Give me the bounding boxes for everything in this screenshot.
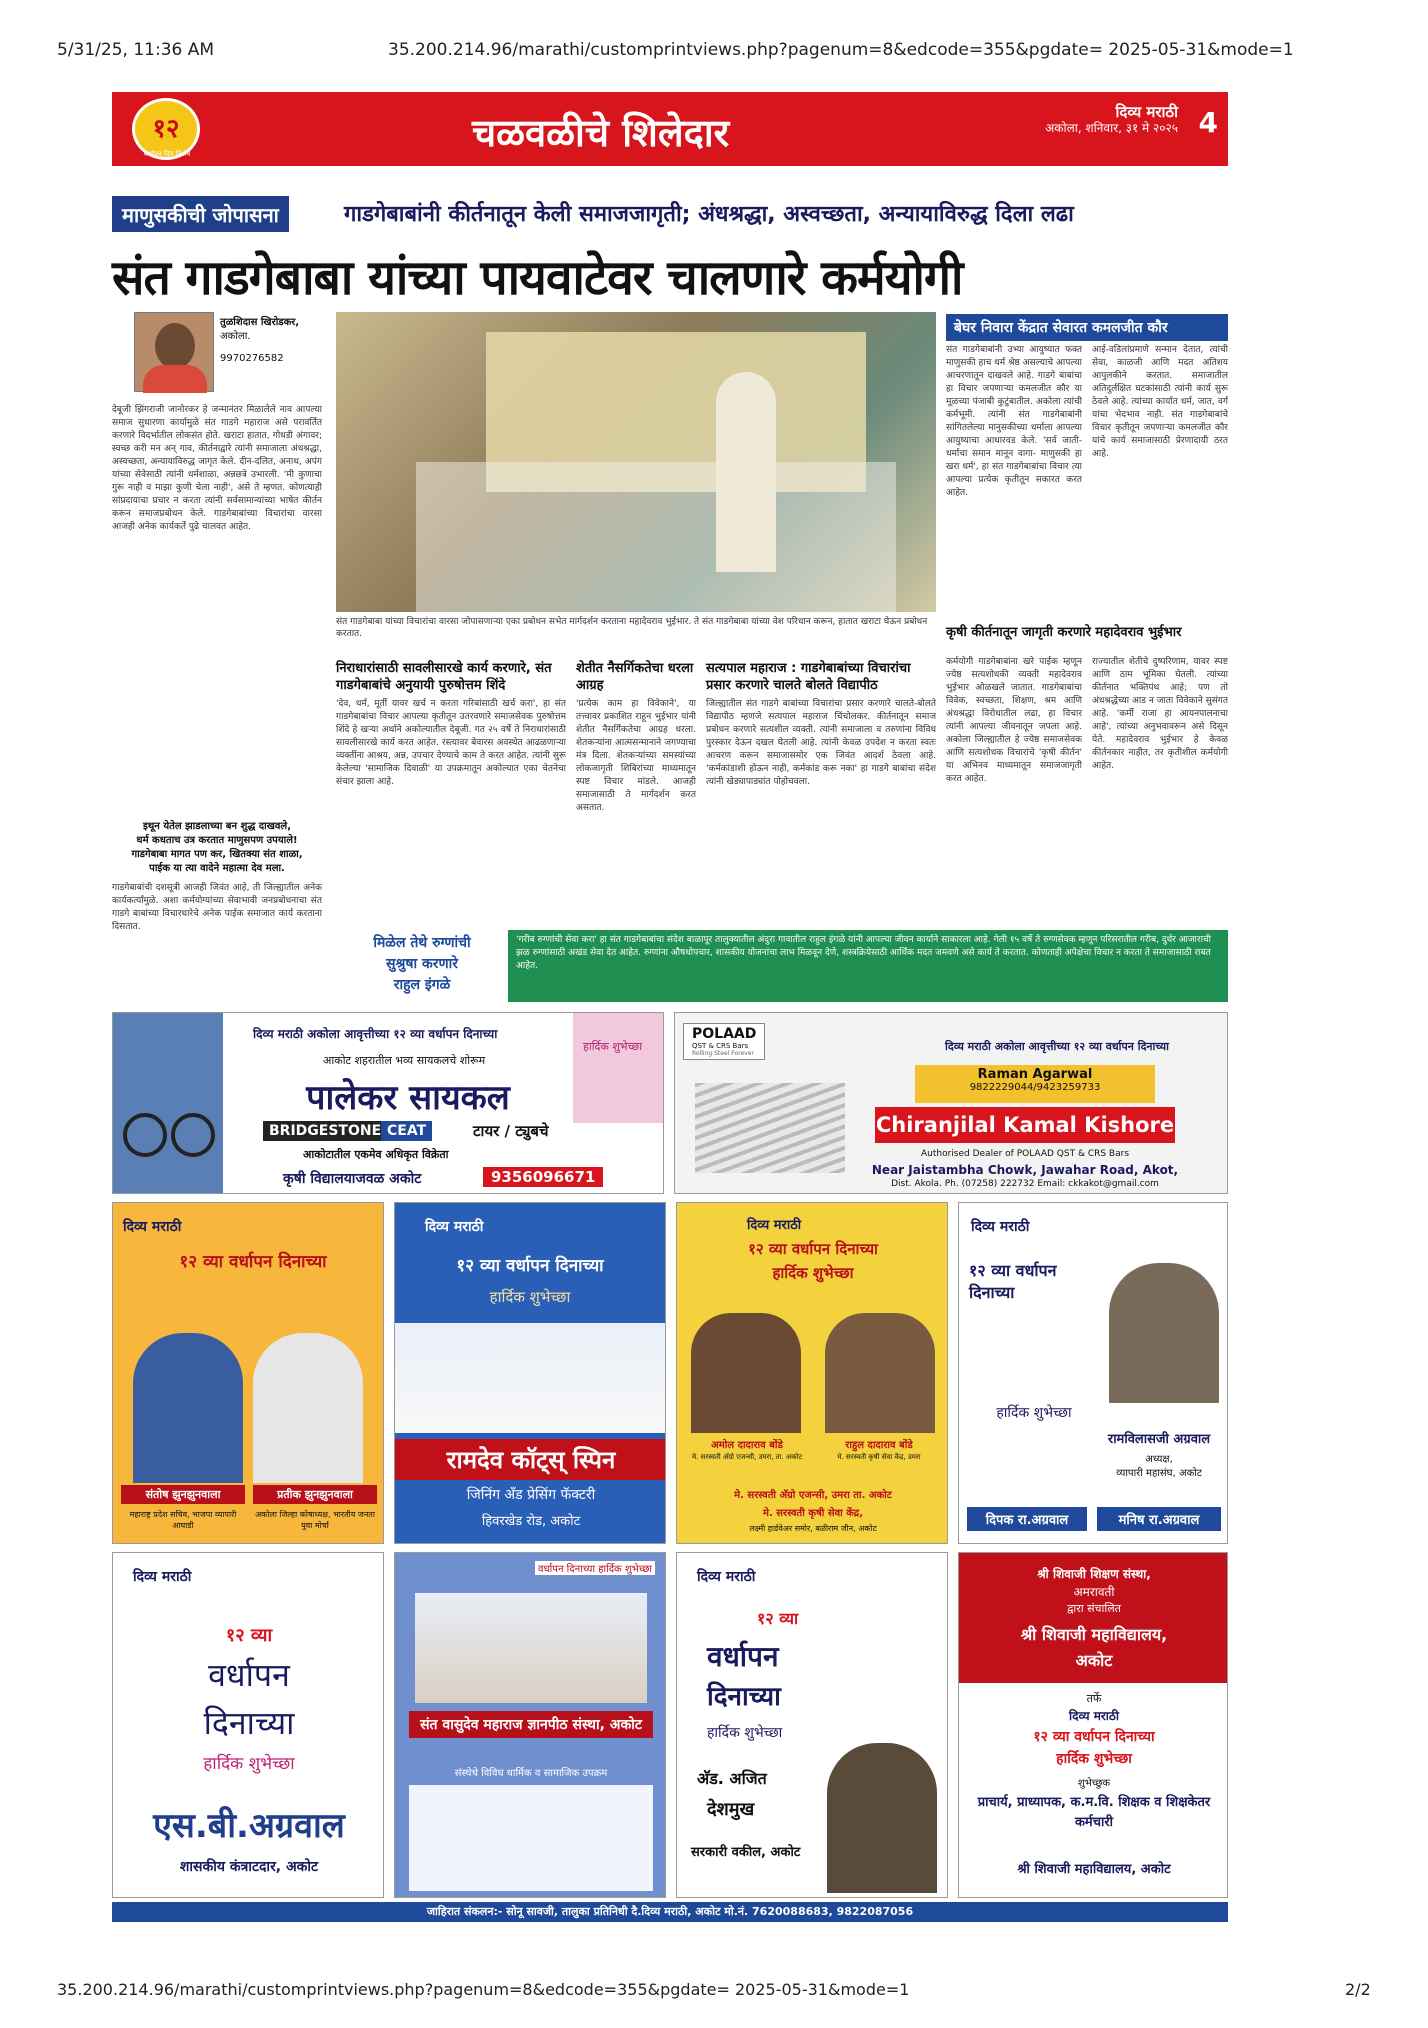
line3: दिनाच्या (203, 1704, 295, 1742)
article-headline: संत गाडगेबाबा यांच्या पायवाटेवर चालणारे कर्मयोगी (112, 250, 963, 306)
person1-role: महाराष्ट्र प्रदेश सचिव, भाजपा व्यापारी आघाडी (129, 1510, 237, 1530)
org-line1: श्री शिवाजी शिक्षण संस्था, (1037, 1567, 1151, 1581)
ramdev-sub: जिनिंग अँड प्रेसिंग फॅक्टरी (466, 1487, 596, 1503)
name1: अ‍ॅड. अजित (697, 1769, 767, 1788)
paper-line: दिव्य मराठी (697, 1569, 756, 1585)
sign-line: श्री शिवाजी महाविद्यालय, अकोट (1017, 1862, 1171, 1877)
polaad-logo-text: POLAAD (692, 1026, 757, 1042)
anniv-line: दिव्य मराठी अकोला आवृत्तीच्या १२ व्या वर्धापन दिनाच्या (253, 1027, 498, 1041)
paper-line: दिव्य मराठी (133, 1569, 192, 1585)
anniv-line: १२ व्या वर्धापन दिनाच्या (748, 1240, 878, 1258)
anniversary-logo-sub: वर्धापन दिन विशेष (143, 150, 191, 158)
quote-line: गाडगेबाबा मागत पण कर, खितक्या संत शाळा, (131, 849, 303, 860)
mid2-text: 'प्रत्येक काम हा विवेकाने', या तत्त्वावर प्रकाशित राहून भुईभार यांनी शेतीत नैसर्गिकतेचा आग्रह धरला. शेतकऱ्यांना आत्मसन्मानाने जगण्याचा मंत्र दिला. शेतकऱ्यांच्या समस्यांच्या लोकजागृती शिबिरांच्या माध्यमातून स्पष्ट विचार मांडले. आजही समाजासाठी ते मार्गदर्शन करत असतात. (576, 699, 696, 813)
name2: देशमुख (707, 1799, 755, 1820)
person2-name: राहुल दादाराव बोंडे (845, 1440, 913, 1451)
green-box-label (336, 930, 508, 1002)
quote-line: पाईक या त्या वादेने महात्मा देव मला. (149, 863, 285, 874)
wish-line: हार्दिक शुभेच्छा (772, 1264, 854, 1282)
label-line: राहुल इंगळे (393, 977, 451, 993)
polaad-contact (915, 1065, 1155, 1103)
anniv-line: १२ व्या वर्धापन दिनाच्या (456, 1256, 604, 1276)
activities-list (409, 1785, 653, 1891)
polaad-dealer-line: Authorised Dealer of POLAAD QST & CRS Bars (920, 1149, 1130, 1159)
palekar-name: पालेकर सायकल (306, 1078, 510, 1118)
son2-name: मनिष रा.अग्रवाल (1097, 1507, 1221, 1531)
page-number: 4 (1198, 106, 1218, 139)
ad-ramvilas-agrawal (958, 1202, 1228, 1544)
person2-role: अकोला जिल्हा कोषाध्यक्ष, भारतीय जनता युवा मोर्चा (255, 1510, 375, 1530)
edition-line: अकोला, शनिवार, ३१ मे २०२५ (1045, 121, 1178, 135)
article-kicker: गाडगेबाबांनी कीर्तनातून केली समाजजागृती; अंधश्रद्धा, अस्वच्छता, अन्यायाविरुद्ध दिला लढा (344, 202, 1074, 227)
ad-ramdev (394, 1202, 666, 1544)
polaad-logo-sub: QST & CRS Bars (692, 1042, 749, 1050)
person-photo (827, 1743, 937, 1893)
footer-page-count: 2/2 (1345, 1980, 1371, 1999)
staff-line: प्राचार्य, प्राध्यापक, क.म.वि. शिक्षक व शिक्षकेतर कर्मचारी (977, 1795, 1211, 1830)
line1: १२ व्या (225, 1625, 273, 1646)
ad-shivaji-college (958, 1552, 1228, 1898)
org-line2: अमरावती (1073, 1585, 1115, 1599)
ad-jhunjhunwala (112, 1202, 384, 1544)
author-city: अकोला. (220, 331, 251, 342)
deshmukh-role: सरकारी वकील, अकोट (691, 1845, 801, 1860)
steel-bars-image (695, 1083, 845, 1173)
kirtan-heading: कृषी कीर्तनातून जागृती करणारे महादेवराव भुईभार (946, 625, 1182, 640)
person1-name: संतोष झुनझुनवाला (121, 1485, 245, 1504)
person-name: रामविलासजी अग्रवाल (1107, 1432, 1211, 1447)
sidebar-heading: बेघर निवारा केंद्रात सेवारत कमलजीत कौर (946, 314, 1228, 341)
ad-polaad (674, 1012, 1228, 1194)
ramdev-name: रामदेव कॉट्स् स्पिन (395, 1439, 666, 1480)
palekar-tagline: आकोट शहरातील भव्य सायकलचे शोरूम (323, 1054, 486, 1067)
article-column-1: देबूजी झिंगराजी जानोरकर हे जन्मानंतर मिळालेले नाव आपल्या समाज सुधारणा कार्यामुळे संत गाडगे महाराज असे परावर्तित करणारे विदर्भातील लोकसंत होते. खराटा हातात, गोधडी अंगावर; स्वच्छ करी मन अन् गाव, कीर्तनाद्वारे त्यांनी समाजाला अंधश्रद्धा, अस्वच्छता, अन्यायाविरुद्ध जागृत केले. दीन-दलित, अनाथ, अपंग यांच्या सेवेसाठी त्यांनी धर्मशाळा, अन्नछत्रे उभारली. 'मी कुणाचा गुरू नाही व माझा कुणी चेला नाही', असे ते म्हणत. कोणत्याही सांप्रदायाचा प्रचार न करता त्यांनी सर्वसामान्यांच्या भाषेत कीर्तन करून समाजप्रबोधन केले. गाडगेबाबांच्या विचारांचा वारसा आजही अनेक कार्यकर्ते पुढे चालवत आहेत. (112, 405, 322, 532)
mid2-heading: शेतीत नैसर्गिकतेचा धरला आग्रह (576, 661, 694, 693)
polaad-dist: Dist. Akola. Ph. (07258) 222732 Email: ckkakot@gmail.com (891, 1179, 1159, 1189)
person2-photo (825, 1313, 935, 1433)
paper-line: दिव्य मराठी (1069, 1709, 1119, 1723)
brand-ceat: CEAT (381, 1121, 432, 1141)
anniv-line: १२ व्या वर्धापन दिनाच्या (179, 1252, 327, 1272)
author-phone: 9970276582 (220, 353, 284, 364)
shop1: मे. सरस्वती अ‍ॅग्रो एजन्सी, उमरा ता. अकोट (734, 1490, 892, 1501)
person-role2: व्यापारी महासंघ, अकोट (1116, 1468, 1202, 1479)
vasudev-top: वर्धापन दिनाच्या हार्दिक शुभेच्छा (535, 1561, 655, 1575)
line2: वर्धापन (707, 1640, 779, 1673)
paper-name: दिव्य मराठी (1115, 103, 1178, 121)
contact-phone: 9822229044/9423259733 (969, 1082, 1101, 1093)
tyre-line: टायर / ट्युबचे (473, 1122, 549, 1140)
palekar-phone: 9356096671 (483, 1167, 603, 1187)
wish-line: हार्दिक शुभेच्छा (489, 1288, 571, 1306)
author-photo (134, 312, 214, 392)
temple-image (415, 1593, 647, 1703)
paper-line: दिव्य मराठी (747, 1218, 802, 1233)
person1-name: अमोल दादाराव बोंडे (711, 1440, 783, 1451)
print-url[interactable]: 35.200.214.96/marathi/customprintviews.php?pagenum=8&edcode=355&pgdate= 2025-05-31&mode=1 (388, 40, 1294, 60)
son1-name: दिपक रा.अग्रवाल (967, 1507, 1087, 1531)
line3: दिनाच्या (707, 1682, 781, 1712)
mid3-text: जिल्ह्यातील संत गाडगे बाबांच्या विचारांचा प्रसार करणारे चालते-बोलते विद्यापीठ म्हणजे सत्यपाल महाराज चिंचोलकर. कीर्तनातून समाज प्रबोधन करणारे सत्यशील व्यक्ती. त्यांनी समाजाला व तरुणांना विविध पुरस्कार देऊन दखल घेतली आहे. त्यांनी केवळ उपदेश न करता स्वतः आचरण करून समाजासमोर एक जिवंत आदर्श ठेवला आहे. 'कर्मकांडाशी होऊन नाही, कर्मकांड करू नका' हा गाडगे बाबांचा संदेश त्यांनी खेड्यापाड्यांत पोहोचवला. (706, 699, 936, 787)
ad-deshmukh (676, 1552, 948, 1898)
from-line: तर्फे (1086, 1692, 1102, 1705)
palekar-address: कृषी विद्यालयाजवळ अकोट (283, 1171, 422, 1187)
college-city: अकोट (1075, 1651, 1113, 1670)
ramdev-address: हिवरखेड रोड, अकोट (481, 1514, 581, 1529)
article-column-1-tail: गाडगेबाबांची दशसूत्री आजही जिवंत आहे, ती जिल्ह्यातील अनेक कार्यकर्त्यांमुळे. अशा कर्मयोग्यांच्या सेवाभावी जनप्रबोधनाचा संत गाडगे बाबांच्या विचारधारेचे अनेक पाईक समाजात कार्य करताना दिसतात. (112, 883, 322, 932)
person2-name: प्रतीक झुनझुनवाला (253, 1485, 377, 1504)
ad-bonde (676, 1202, 948, 1544)
greeting-graphic (573, 1013, 664, 1123)
print-datetime: 5/31/25, 11:36 AM (57, 40, 215, 60)
kirtan-text-b: राज्यातील शेतीचे दुष्परिणाम, यावर स्पष्ट आणि ठाम भूमिका घेतली. त्यांच्या कीर्तनात भक्तिपंथ आहे; पण तो अंधश्रद्धेच्या आड न जाता विवेकाने सुसंगत आहे. 'कर्मी राजा हा आयनपालनाचा आहे', त्यांच्या अनुभवावरून असे दिसून येते. महादेवराव भुईभार हे केवळ कीर्तनकार नाहीत, तर कृतीशील कर्मयोगी आहेत. (1092, 657, 1228, 771)
page-banner (112, 92, 1228, 166)
sb-agrawal-role: शासकीय कंत्राटदार, अकोट (179, 1859, 319, 1875)
org-line3: द्वारा संचालित (1067, 1602, 1121, 1615)
shop2-address: लक्ष्मी हार्डवेअर समोर, बळीराम जीन, अकोट (749, 1524, 877, 1533)
sidebar-text-a: संत गाडगेबाबांनी उभ्या आयुष्यात फक्त माणुसकी हाच धर्म श्रेष्ठ असल्याचे आपल्या आचरणातून दाखवले आहे. गाडगे बाबांचा हा विचार जपणाऱ्या कमलजीत कौर या मूळच्या पंजाबी कुटुंबातील. अकोला त्यांची कर्मभूमी. त्यांनी संत गाडगेबाबांनी सांगितलेल्या मानुसकीच्या धर्माला आपल्या आयुष्याचा आधारवड केले. 'सर्व जाती-धर्माचा समान मानून वागा- माणुसकी हा खरा धर्म', हा संत गाडगेबाबांचा विचार त्या आपल्या प्रत्येक कृतीतून सकारत करत आहेत. (946, 345, 1082, 498)
green-box-text: 'गरीब रुग्णांची सेवा करा' हा संत गाडगेबाबांचा संदेश बाळापूर तालुक्यातील अंदुरा गावातील राहुल इंगळे यांनी आपल्या जीवन कार्याने साकारला आहे. गेली १५ वर्षे ते रुग्णसेवक म्हणून परिसरातील गरीब, दुर्धर आजाराची झळ रुग्णांसाठी अखंड सेवा देत आहेत. रुग्णांना औषधोपचार, शासकीय योजनांचा लाभ मिळवून देणे, शस्त्रक्रियेसाठी आर्थिक मदत जमवणे असे कार्य ते करतात. कोणताही अपेक्षेचा विचार न करता ते समाजासाठी राबत आहेत. (516, 935, 1211, 971)
mid1-heading: निराधारांसाठी सावलीसारखे कार्य करणारे, संत गाडगेबाबांचे अनुयायी पुरुषोत्तम शिंदे (336, 661, 552, 693)
ad-vasudev-maharaj (394, 1552, 666, 1898)
greeting-text: हार्दिक शुभेच्छा (583, 1040, 643, 1053)
paper-line: दिव्य मराठी (123, 1219, 182, 1235)
wish-line: हार्दिक शुभेच्छा (996, 1405, 1072, 1421)
section-tag: माणुसकीची जोपासना (112, 196, 289, 232)
contact-name: Raman Agarwal (977, 1067, 1093, 1082)
polaad-anniv: दिव्य मराठी अकोला आवृत्तीच्या १२ व्या वर्धापन दिनाच्या (945, 1040, 1169, 1053)
label-line: मिळेल तेथे रुग्णांची (373, 935, 471, 951)
polaad-company: Chiranjilal Kamal Kishore (875, 1107, 1175, 1143)
sidebar-text-b: आई-वडिलांप्रमाणे सन्मान देतात, त्यांची सेवा, काळजी आणि मदत अतिशय आपुलकीने करतात. समाजातील अतिदुर्लक्षित घटकांसाठी त्यांनी कार्य सुरू ठेवले आहे. त्यांच्या कार्यात धर्म, जात, वर्ग यांचा भेदभाव नाही. संत गाडगेबाबांचे विचार कृतीतून जपणाऱ्या कमलजीत कौर यांचे कार्य समाजासाठी प्रेरणादायी ठरत आहे. (1092, 345, 1228, 459)
wish-line: हार्दिक शुभेच्छा (707, 1725, 783, 1741)
quote-line: इथून येतेल झाडलाच्या बन शुद्ध दाखवले, (142, 821, 292, 832)
polaad-logo (683, 1023, 765, 1060)
article-quote (112, 820, 322, 876)
author-info (220, 316, 299, 366)
vasudev-name: संत वासुदेव महाराज ज्ञानपीठ संस्था, अकोट (409, 1711, 653, 1738)
anniversary-logo: १२ (132, 98, 200, 160)
banner-masthead (1045, 104, 1178, 136)
college-name: श्री शिवाजी महाविद्यालय, (1020, 1625, 1168, 1644)
shop2: मे. सरस्वती कृषी सेवा केंद्र, (762, 1508, 864, 1519)
cycle-image (113, 1013, 223, 1194)
photo-caption: संत गाडगेबाबा यांच्या विचारांचा वारसा जोपासणाऱ्या एका प्रबोधन सभेत मार्गदर्शन करताना महादेवराव भुईभार. ते संत गाडगेबाबा यांच्या वेश परिधान करून, हातात खराटा घेऊन प्रबोधन करतात. (336, 617, 928, 639)
cotton-image (395, 1323, 666, 1433)
person1-role: मे. सरस्वती अ‍ॅग्रो एजन्सी, उमरा, ता. अकोट (692, 1453, 802, 1461)
label-line: सुश्रुषा करणारे (386, 956, 458, 972)
ad-sb-agrawal (112, 1552, 384, 1898)
banner-title: चळवळीचे शिलेदार (472, 111, 730, 155)
anniv-line: १२ व्या वर्धापन दिनाच्या (969, 1261, 1057, 1302)
quote-line: धर्म कधताच उत्र करतात माणुसपण उपयाले! (136, 835, 298, 846)
anniv-line: १२ व्या वर्धापन दिनाच्या (1033, 1729, 1155, 1745)
kirtan-text-a: कर्मयोगी गाडगेबाबांना खरे पाईक म्हणून ज्येष्ठ सत्यशोधकी व्यक्ती महादेवराव भुईभार ओळखले जातात. गाडगेबाबांचा विवेक, स्वच्छता, शिक्षण, श्रम आणि अंधश्रद्धा विरोधातील लढा, हा विचार त्यांनी आपल्या जीवनातून जपला आहे. अकोला जिल्ह्यातील हे ज्येष्ठ समाजसेवक आणि सत्यशोधक विचारांचे 'कृषी कीर्तन' या अभिनव माध्यमातून समाजजागृती करत आहेत. (946, 657, 1082, 784)
polaad-tagline: Rolling Steel Forever (692, 1050, 754, 1057)
line2: वर्धापन (208, 1656, 290, 1694)
polaad-address: Near Jaistambha Chowk, Jawahar Road, Akot, (871, 1163, 1179, 1177)
mid1-text: 'देव, धर्म, मूर्ती यावर खर्च न करता गरिबांसाठी खर्च करा', हा संत गाडगेबाबांचा विचार आपल्या कृतीतून उतरवणारे समाजसेवक पुरुषोत्तम शिंदे हे खऱ्या अर्थाने अकोल्यातील देबूजी. गत २५ वर्षे ते निराधारांसाठी सावलीसारखे कार्य करत आहेत. रस्त्यावर बेवारस अवस्थेत आढळणाऱ्या व्यक्तींना आश्रय, अन्न, उपचार देण्याचे काम ते करत आहेत. त्यांनी सुरू केलेल्या 'सामाजिक दिवाळी' या उपक्रमातून अकोल्यात एका चेतनेचा संचार झाला आहे. (336, 699, 566, 787)
wish-from: शुभेच्छुक (1077, 1778, 1111, 1789)
author-name: तुळशिदास खिरोडकर, (220, 317, 300, 328)
wish-line: हार्दिक शुभेच्छा (203, 1754, 295, 1774)
paper-line: दिव्य मराठी (425, 1219, 484, 1235)
main-photo (336, 312, 936, 612)
brand-bridgestone: BRIDGESTONE (263, 1121, 387, 1141)
line1: १२ व्या (757, 1609, 799, 1628)
sb-agrawal-name: एस.बी.अग्रवाल (153, 1806, 345, 1846)
person2-role: मे. सरस्वती कृषी सेवा केंद्र, उमरा (837, 1453, 921, 1461)
person2-photo (253, 1333, 363, 1483)
paper-line: दिव्य मराठी (971, 1219, 1030, 1235)
person-photo (1109, 1263, 1219, 1403)
ad-palekar-cycle (112, 1012, 664, 1194)
person1-photo (133, 1333, 243, 1483)
rahul-ingle-box (336, 930, 1228, 1002)
person1-photo (691, 1313, 801, 1433)
vasudev-sub: संस्थेचे विविध धार्मिक व सामाजिक उपक्रम (454, 1768, 608, 1779)
footer-url[interactable]: 35.200.214.96/marathi/customprintviews.php?pagenum=8&edcode=355&pgdate= 2025-05-31&mode=1 (57, 1980, 910, 1999)
person-role1: अध्यक्ष, (1145, 1454, 1173, 1465)
wish-line: हार्दिक शुभेच्छा (1056, 1751, 1132, 1767)
ad-collection-strip: जाहिरात संकलन:- सोनू सावजी, तालुका प्रतिनिधी दै.दिव्य मराठी, अकोट मो.नं. 7620088683, 9822087056 (112, 1902, 1228, 1922)
palekar-dealer: आकोटातील एकमेव अधिकृत विक्रेता (303, 1148, 449, 1161)
mid3-heading: सत्यपाल महाराज : गाडगेबाबांच्या विचारांचा प्रसार करणारे चालते बोलते विद्यापीठ (706, 661, 911, 693)
